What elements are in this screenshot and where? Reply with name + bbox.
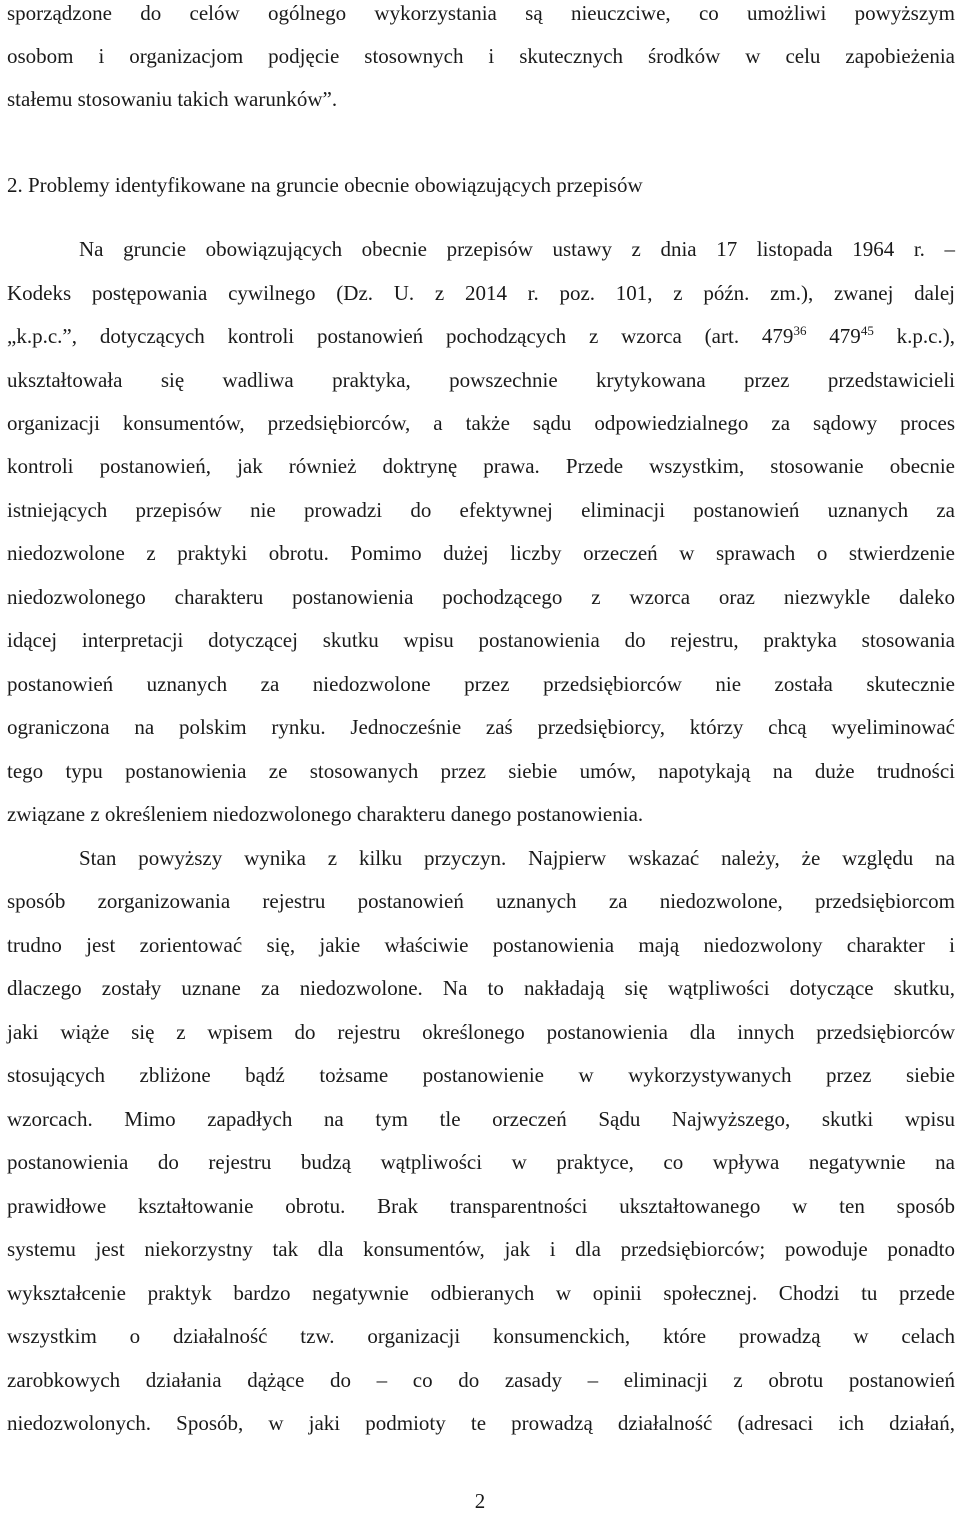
text-line: wszystkim o działalność tzw. organizacji konsumenckich, które prowadzą w celach (7, 1324, 955, 1348)
text-line: systemu jest niekorzystny tak dla konsumentów, jak i dla przedsiębiorców; powoduje ponadto (7, 1237, 955, 1261)
text-line: Stan powyższy wynika z kilku przyczyn. Najpierw wskazać należy, że względu na (79, 846, 955, 870)
text-line: trudno jest zorientować się, jakie właściwie postanowienia mają niedozwolony charakter i (7, 933, 955, 957)
text-line: niedozwolonego charakteru postanowienia pochodzącego z wzorca oraz niezwykle daleko (7, 585, 955, 609)
text-line: tego typu postanowienia ze stosowanych przez siebie umów, napotykają na duże trudności (7, 759, 955, 783)
text-line: osobom i organizacjom podjęcie stosownych i skutecznych środków w celu zapobieżenia (7, 44, 955, 68)
text-line: sporządzone do celów ogólnego wykorzystania są nieuczciwe, co umożliwi powyższym (7, 1, 955, 25)
text-segment: 479 (806, 324, 861, 348)
text-line: Na gruncie obowiązujących obecnie przepisów ustawy z dnia 17 listopada 1964 r. – (79, 237, 955, 261)
text-line: postanowienia do rejestru budzą wątpliwości w praktyce, co wpływa negatywnie na (7, 1150, 955, 1174)
text-line: Kodeks postępowania cywilnego (Dz. U. z 2014 r. poz. 101, z późn. zm.), zwanej dalej (7, 281, 955, 305)
text-line-with-superscripts (7, 323, 955, 349)
section-heading: 2. Problemy identyfikowane na gruncie obecnie obowiązujących przepisów (7, 173, 643, 197)
text-line: zarobkowych działania dążące do – co do zasady – eliminacji z obrotu postanowień (7, 1368, 955, 1392)
text-line: sposób zorganizowania rejestru postanowień uznanych za niedozwolone, przedsiębiorcom (7, 889, 955, 913)
text-line: wykształcenie praktyk bardzo negatywnie odbieranych w opinii społecznej. Chodzi tu przede (7, 1281, 955, 1305)
superscript: 36 (793, 323, 807, 338)
text-line: ukształtowała się wadliwa praktyka, powszechnie krytykowana przez przedstawicieli (7, 368, 955, 392)
text-line: wzorcach. Mimo zapadłych na tym tle orzeczeń Sądu Najwyższego, skutki wpisu (7, 1107, 955, 1131)
text-line: idącej interpretacji dotyczącej skutku wpisu postanowienia do rejestru, praktyka stosowania (7, 628, 955, 652)
text-line: dlaczego zostały uznane za niedozwolone. Na to nakładają się wątpliwości dotyczące skutku, (7, 976, 955, 1000)
text-segment: „k.p.c.”, dotyczących kontroli postanowień pochodzących z wzorca (art. 479 (7, 324, 794, 348)
text-line: niedozwolonych. Sposób, w jaki podmioty te prowadzą działalność (adresaci ich działań, (7, 1411, 955, 1435)
text-line: postanowień uznanych za niedozwolone przez przedsiębiorców nie została skutecznie (7, 672, 955, 696)
text-line: związane z określeniem niedozwolonego charakteru danego postanowienia. (7, 802, 644, 826)
text-line: niedozwolone z praktyki obrotu. Pomimo dużej liczby orzeczeń w sprawach o stwierdzenie (7, 541, 955, 565)
page-number: 2 (474, 1489, 486, 1513)
text-line: jaki wiąże się z wpisem do rejestru określonego postanowienia dla innych przedsiębiorców (7, 1020, 955, 1044)
text-line: istniejących przepisów nie prowadzi do efektywnej eliminacji postanowień uznanych za (7, 498, 955, 522)
text-line: stosujących zbliżone bądź tożsame postanowienie w wykorzystywanych przez siebie (7, 1063, 955, 1087)
text-segment: k.p.c.), (873, 324, 955, 348)
superscript: 45 (860, 323, 874, 338)
text-line: ograniczona na polskim rynku. Jednocześnie zaś przedsiębiorcy, którzy chcą wyeliminować (7, 715, 955, 739)
text-line: kontroli postanowień, jak również doktrynę prawa. Przede wszystkim, stosowanie obecnie (7, 454, 955, 478)
text-line: organizacji konsumentów, przedsiębiorców, a także sądu odpowiedzialnego za sądowy proces (7, 411, 955, 435)
text-line: prawidłowe kształtowanie obrotu. Brak transparentności ukształtowanego w ten sposób (7, 1194, 955, 1218)
text-line: stałemu stosowaniu takich warunków”. (7, 87, 338, 111)
